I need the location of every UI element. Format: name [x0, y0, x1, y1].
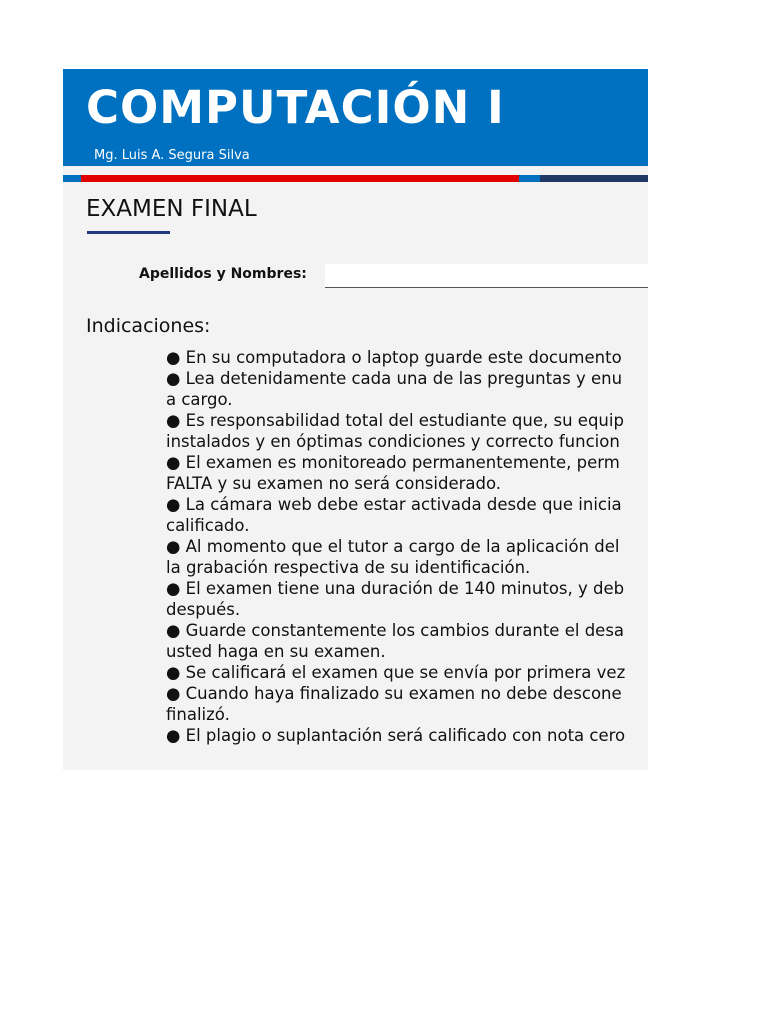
course-title: COMPUTACIÓN I [86, 81, 505, 134]
instruction-line: ● Cuando haya finalizado su examen no debe descone [166, 684, 622, 703]
instruction-line: después. [166, 600, 241, 619]
stripe-blue-left [63, 175, 81, 182]
instruction-line: ● En su computadora o laptop guarde este documento [166, 348, 622, 367]
instruction-line: finalizó. [166, 705, 230, 724]
instruction-line: ● Guarde constantemente los cambios durante el desa [166, 621, 625, 640]
stripe-blue-mid [519, 175, 540, 182]
instruction-line: ● Al momento que el tutor a cargo de la aplicación del [166, 537, 620, 556]
instructor-name: Mg. Luis A. Segura Silva [94, 148, 250, 163]
header-banner [63, 69, 648, 166]
exam-title-underline [87, 231, 170, 234]
instructions-list [166, 347, 648, 746]
stripe-navy [540, 175, 648, 182]
exam-sheet [63, 69, 648, 770]
instruction-line: ● El plagio o suplantación será calificado con nota cero [166, 726, 626, 745]
exam-title: EXAMEN FINAL [86, 196, 257, 222]
instruction-line: ● Es responsabilidad total del estudiante que, su equip [166, 411, 624, 430]
instruction-line: FALTA y su examen no será considerado. [166, 474, 502, 493]
instruction-line: ● El examen tiene una duración de 140 minutos, y deb [166, 579, 625, 598]
instruction-line: usted haga en su examen. [166, 642, 386, 661]
instruction-line: la grabación respectiva de su identificación. [166, 558, 531, 577]
instruction-line: instalados y en óptimas condiciones y correcto funcion [166, 432, 620, 451]
instruction-line: a cargo. [166, 390, 233, 409]
name-label: Apellidos y Nombres: [139, 266, 307, 282]
stripe-red [81, 175, 519, 182]
instruction-line: ● La cámara web debe estar activada desde que inicia [166, 495, 622, 514]
instruction-line: ● El examen es monitoreado permanentemente, perm [166, 453, 620, 472]
name-input[interactable] [325, 264, 648, 288]
instruction-line: calificado. [166, 516, 250, 535]
instructions-title: Indicaciones: [86, 315, 211, 337]
instruction-line: ● Lea detenidamente cada una de las preguntas y enu [166, 369, 623, 388]
instruction-line: ● Se calificará el examen que se envía por primera vez [166, 663, 626, 682]
